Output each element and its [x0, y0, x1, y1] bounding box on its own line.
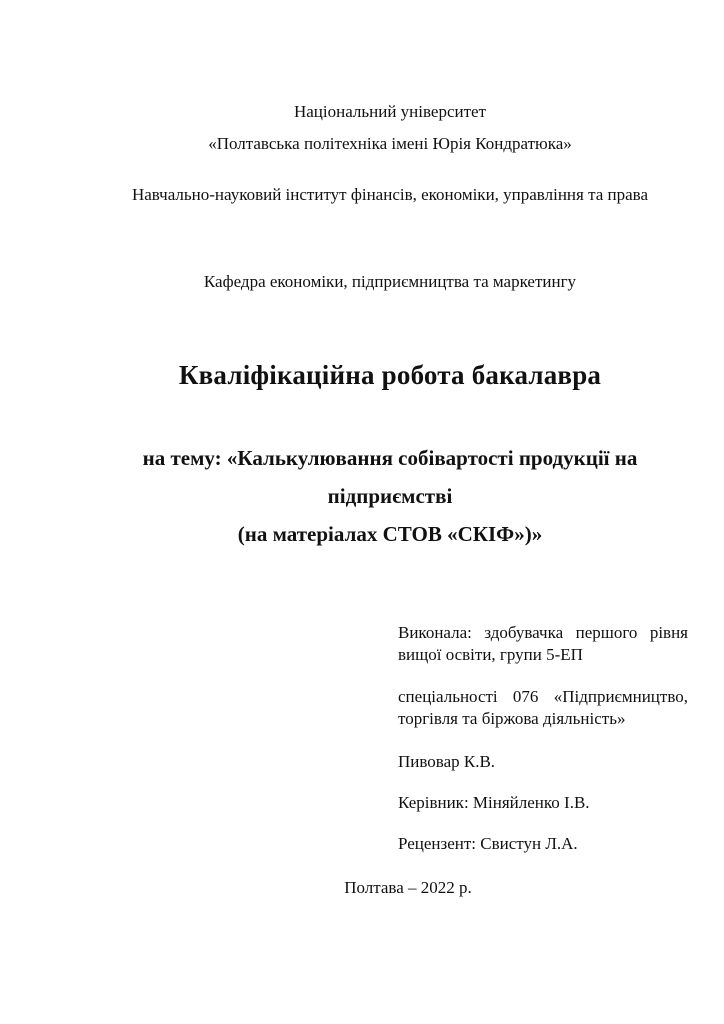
thesis-topic-line1: на тему: «Калькулювання собівартості продукції на [142, 446, 638, 470]
thesis-topic [95, 439, 685, 553]
thesis-type-title: Кваліфікаційна робота бакалавра [178, 360, 602, 390]
performed-by-text: Виконала: здобувачка першого рівня вищої освіти, групи 5-ЕП [398, 623, 688, 664]
university-name-line2: «Полтавська політехніка імені Юрія Кондратюка» [208, 134, 572, 153]
department-name: Кафедра економіки, підприємництва та маркетингу [203, 272, 577, 291]
institute-name: Навчально-науковий інститут фінансів, економіки, управління та права [131, 185, 649, 204]
thesis-topic-line3: (на матеріалах СТОВ «СКІФ»)» [237, 522, 543, 546]
city-year-footer: Полтава – 2022 р. [344, 878, 472, 897]
thesis-topic-line2: підприємстві [327, 484, 453, 508]
university-name-line1: Національний університет [293, 102, 487, 121]
reviewer-name: Рецензент: Свистун Л.А. [398, 834, 578, 853]
university-header [95, 96, 685, 160]
specialty-text: спеціальності 076 «Підприємництво, торгівля та біржова діяльність» [398, 687, 688, 728]
author-name: Пивовар К.В. [398, 752, 496, 771]
supervisor-name: Керівник: Міняйленко І.В. [398, 793, 590, 812]
